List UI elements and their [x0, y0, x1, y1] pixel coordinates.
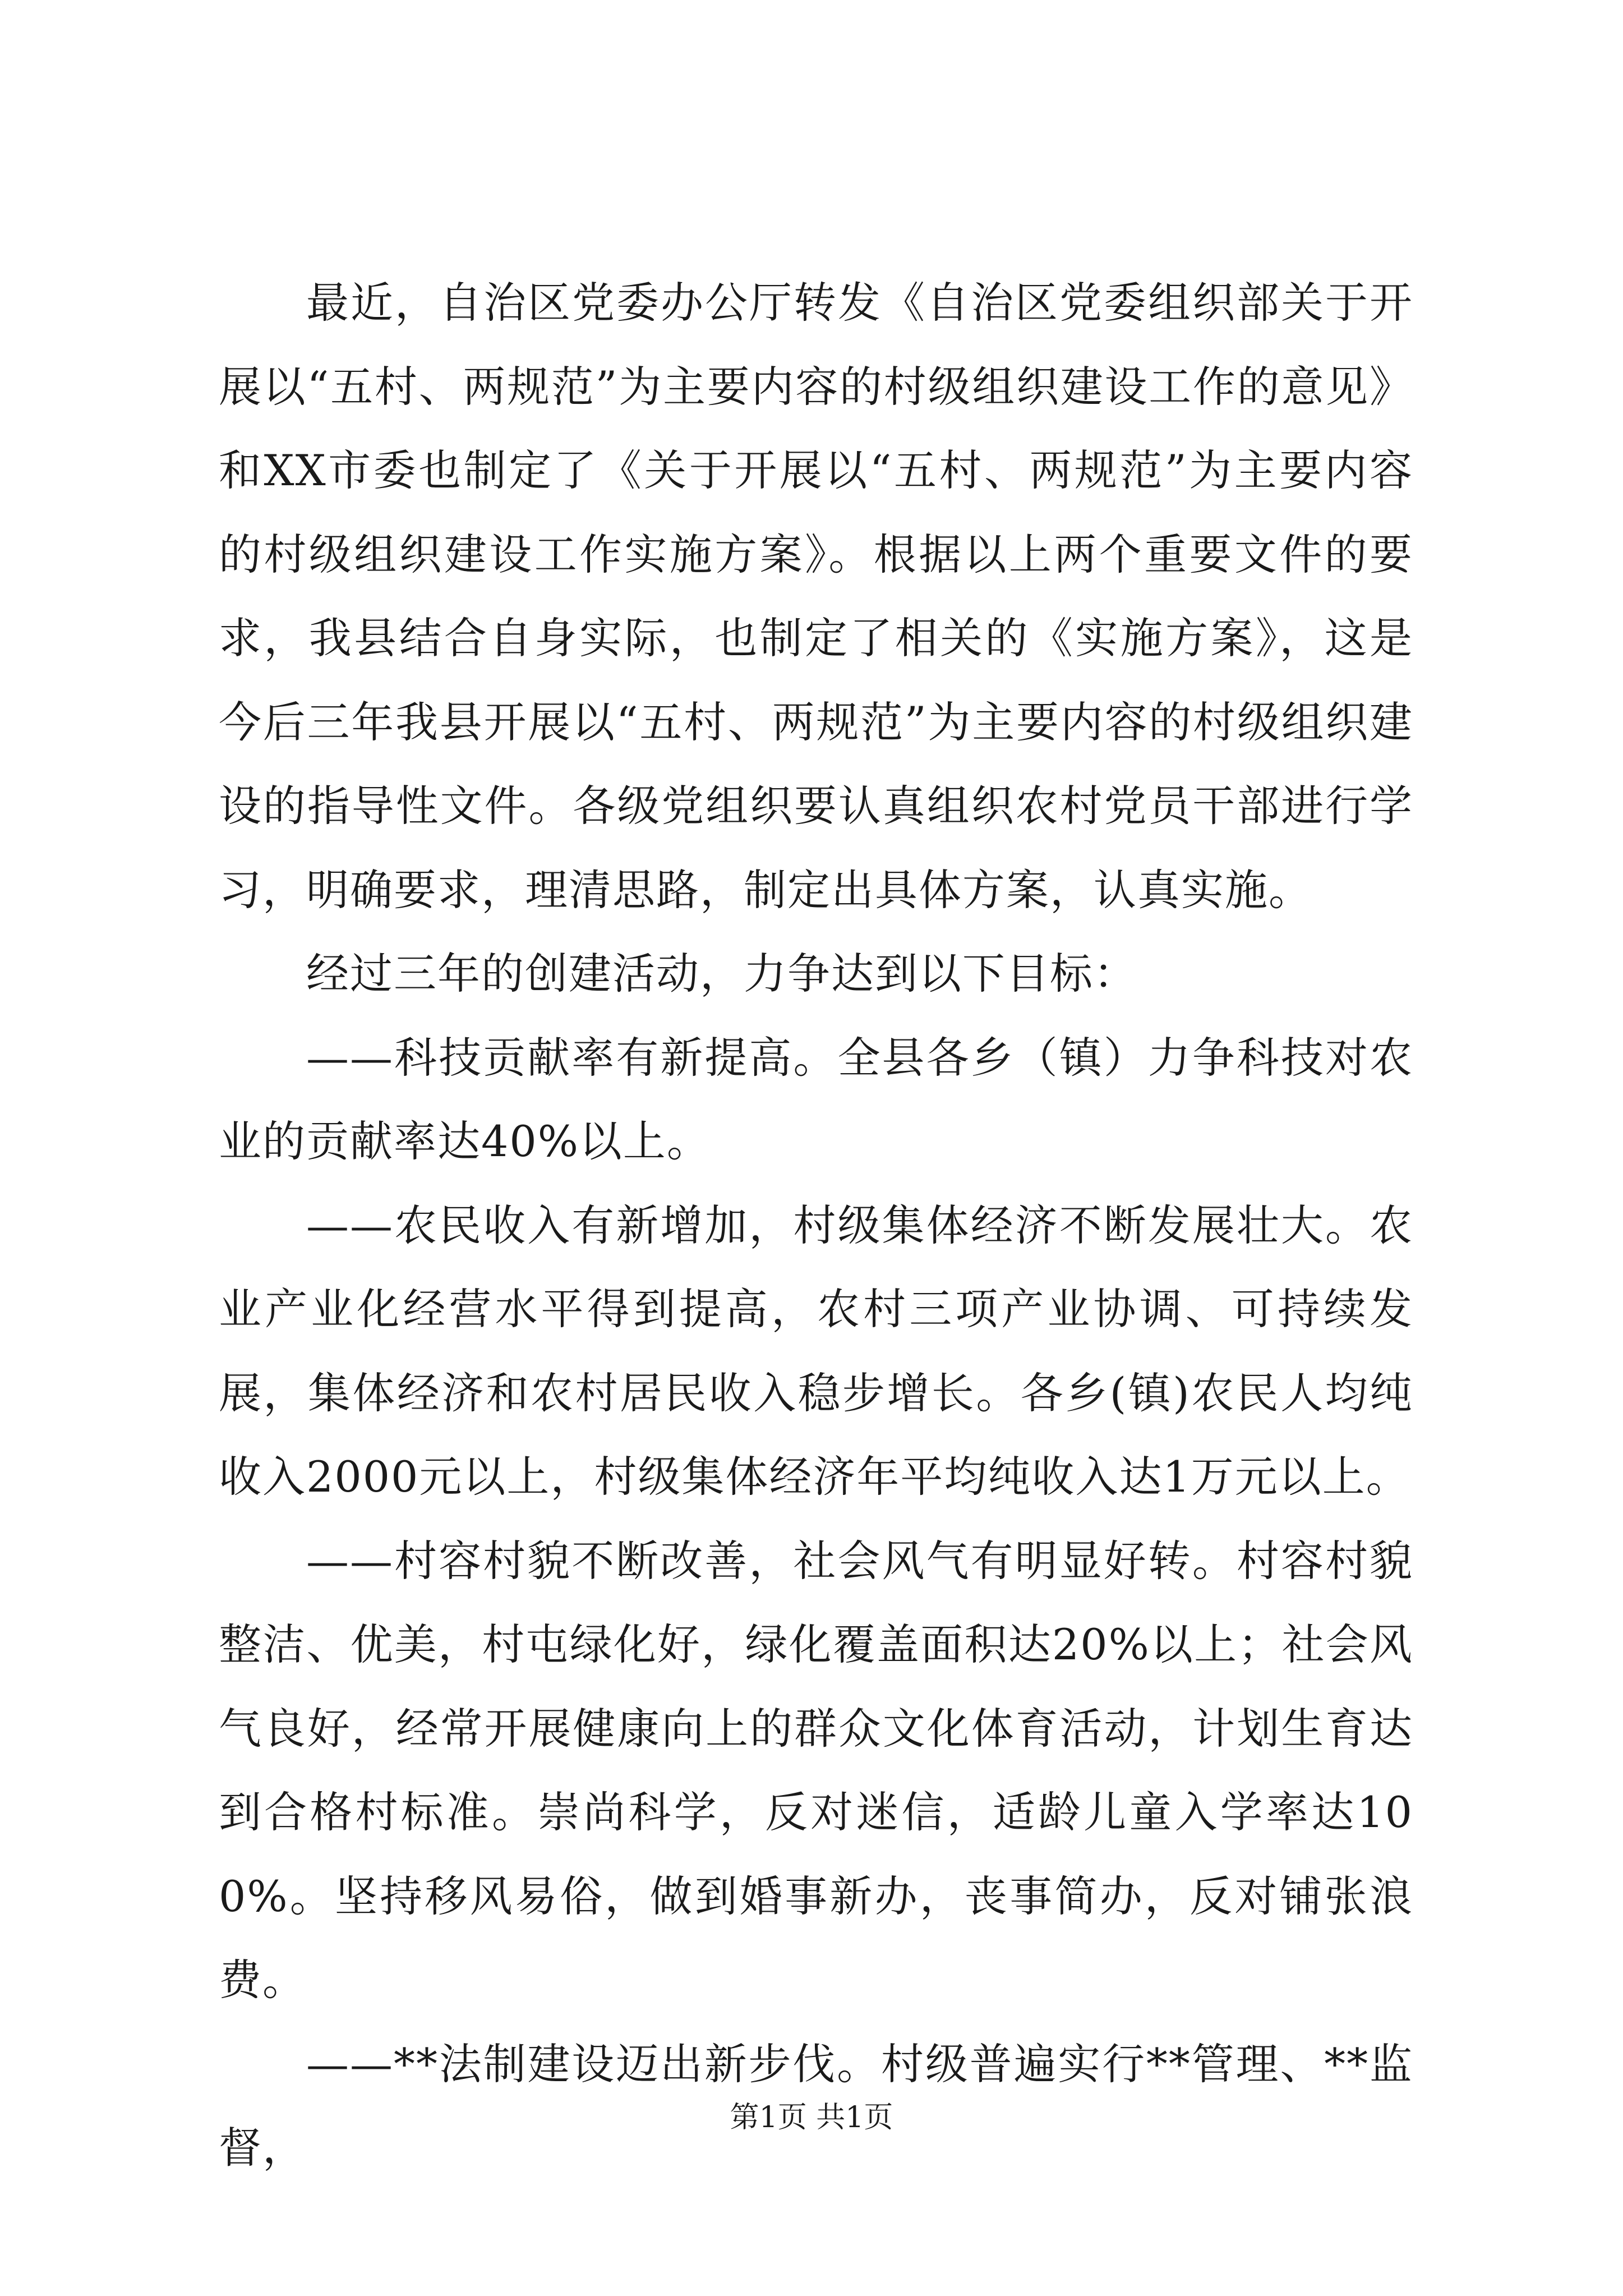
paragraph-goal-legal-construction: ——**法制建设迈出新步伐。村级普遍实行**管理、**监督，	[219, 2039, 1413, 2173]
paragraph-goal-technology: ——科技贡献率有新提高。全县各乡（镇）力争科技对农业的贡献率达40%以上。	[219, 1032, 1413, 1166]
page-footer	[0, 2098, 1623, 2137]
paragraph-goal-income: ——农民收入有新增加，村级集体经济不断发展壮大。农业产业化经营水平得到提高，农村三项产业协调、可持续发展，集体经济和农村居民收入稳步增长。各乡(镇)农民人均纯收入2000元以上，村级集体经济年平均纯收入达1万元以上。	[219, 1200, 1413, 1502]
paragraph-intro: 最近，自治区党委办公厅转发《自治区党委组织部关于开展以“五村、两规范”为主要内容的村级组织建设工作的意见》和XX市委也制定了《关于开展以“五村、两规范”为主要内容的村级组织建设工作实施方案》。根据以上两个重要文件的要求，我县结合自身实际，也制定了相关的《实施方案》，这是今后三年我县开展以“五村、两规范”为主要内容的村级组织建设的指导性文件。各级党组织要认真组织农村党员干部进行学习，明确要求，理清思路，制定出具体方案，认真实施。	[219, 278, 1413, 915]
page-number-label: 第1页 共1页	[730, 2101, 893, 2134]
paragraph-goals-lead: 经过三年的创建活动，力争达到以下目标：	[306, 949, 1137, 999]
paragraph-goal-village-appearance: ——村容村貌不断改善，社会风气有明显好转。村容村貌整洁、优美，村屯绿化好，绿化覆盖面积达20%以上；社会风气良好，经常开展健康向上的群众文化体育活动，计划生育达到合格村标准。崇尚科学，反对迷信，适龄儿童入学率达100%。坚持移风易俗，做到婚事新办，丧事简办，反对铺张浪费。	[219, 1535, 1413, 2005]
document-body	[219, 261, 1413, 2190]
